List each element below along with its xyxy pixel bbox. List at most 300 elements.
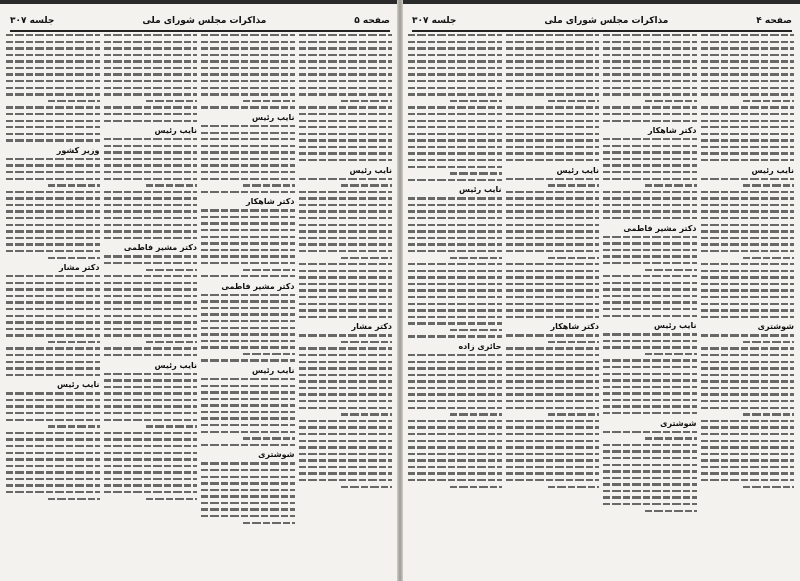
text-line	[201, 80, 295, 82]
text-line	[603, 236, 697, 238]
text-line	[6, 354, 100, 356]
text-line	[201, 469, 295, 471]
text-line	[603, 151, 697, 153]
text-line	[299, 433, 393, 435]
text-line	[701, 230, 795, 232]
text-line	[408, 243, 502, 245]
text-line	[506, 73, 600, 75]
text-line	[104, 80, 198, 82]
text-line	[743, 100, 794, 102]
text-line	[201, 73, 295, 75]
text-line	[201, 178, 295, 180]
text-line	[201, 431, 295, 433]
text-line	[201, 515, 295, 517]
text-line	[6, 445, 100, 447]
text-line	[506, 354, 600, 356]
text-line	[104, 315, 198, 317]
text-line	[201, 171, 295, 173]
text-line	[201, 236, 295, 238]
text-line	[701, 178, 795, 180]
text-line	[201, 444, 295, 446]
text-line	[201, 47, 295, 49]
text-line	[299, 178, 393, 180]
text-line	[603, 54, 697, 56]
text-line	[201, 262, 295, 264]
text-line	[104, 197, 198, 199]
text-line	[201, 398, 295, 400]
text-line	[603, 47, 697, 49]
text-line	[201, 411, 295, 413]
text-line	[299, 250, 393, 252]
text-line	[104, 145, 198, 147]
text-column	[201, 34, 295, 528]
text-line	[603, 373, 697, 375]
text-line	[104, 60, 198, 62]
text-line	[299, 139, 393, 141]
text-line	[104, 41, 198, 43]
text-line	[299, 472, 393, 474]
text-line	[408, 87, 502, 89]
text-line	[6, 438, 100, 440]
text-column	[408, 34, 502, 516]
speaker-heading: شوشتری	[660, 418, 697, 428]
text-line	[701, 426, 795, 428]
text-line	[548, 184, 599, 186]
text-line	[408, 316, 502, 318]
text-line	[603, 496, 697, 498]
text-line	[743, 257, 794, 259]
text-line	[408, 146, 502, 148]
text-line	[603, 444, 697, 446]
text-line	[408, 106, 502, 108]
text-line	[104, 204, 198, 206]
text-line	[506, 113, 600, 115]
text-line	[6, 178, 100, 180]
text-line	[603, 450, 697, 452]
text-line	[6, 392, 100, 394]
text-line	[201, 307, 295, 309]
text-line	[104, 255, 198, 257]
text-line	[645, 184, 696, 186]
text-line	[201, 495, 295, 497]
text-column	[506, 34, 600, 516]
text-line	[6, 210, 100, 212]
book-gutter	[397, 0, 403, 581]
text-line	[6, 139, 100, 141]
text-line	[299, 270, 393, 272]
text-line	[146, 184, 197, 186]
right-page	[402, 4, 800, 581]
text-line	[603, 464, 697, 466]
text-line	[104, 138, 198, 140]
text-line	[701, 433, 795, 435]
text-line	[408, 263, 502, 265]
text-line	[6, 230, 100, 232]
text-line	[146, 498, 197, 500]
text-line	[104, 237, 198, 239]
text-line	[104, 432, 198, 434]
text-line	[506, 334, 600, 336]
text-line	[299, 387, 393, 389]
text-line	[201, 378, 295, 380]
text-line	[701, 60, 795, 62]
text-line	[603, 431, 697, 433]
text-line	[506, 459, 600, 461]
text-line	[299, 146, 393, 148]
text-line	[104, 465, 198, 467]
text-line	[201, 294, 295, 296]
text-line	[104, 478, 198, 480]
text-line	[701, 54, 795, 56]
text-line	[201, 327, 295, 329]
text-line	[6, 93, 100, 95]
text-line	[104, 471, 198, 473]
text-line	[603, 399, 697, 401]
text-line	[201, 60, 295, 62]
text-line	[701, 440, 795, 442]
text-line	[6, 315, 100, 317]
text-line	[701, 459, 795, 461]
text-line	[743, 486, 794, 488]
text-line	[299, 54, 393, 56]
text-line	[201, 249, 295, 251]
text-line	[548, 413, 599, 415]
text-line	[701, 374, 795, 376]
text-line	[6, 73, 100, 75]
text-line	[6, 301, 100, 303]
publication-title: مذاکرات مجلس شورای ملی	[142, 16, 267, 26]
text-line	[701, 472, 795, 474]
text-line	[201, 242, 295, 244]
text-line	[506, 426, 600, 428]
text-line	[299, 126, 393, 128]
text-line	[6, 47, 100, 49]
text-line	[104, 164, 198, 166]
text-line	[450, 257, 501, 259]
text-line	[299, 453, 393, 455]
text-line	[506, 380, 600, 382]
text-line	[299, 407, 393, 409]
text-line	[6, 54, 100, 56]
text-line	[645, 100, 696, 102]
text-line	[6, 191, 100, 193]
text-line	[408, 41, 502, 43]
text-line	[201, 275, 295, 277]
text-line	[341, 257, 392, 259]
text-line	[104, 354, 198, 356]
text-line	[408, 152, 502, 154]
text-line	[6, 334, 100, 336]
text-line	[104, 301, 198, 303]
text-line	[104, 67, 198, 69]
text-line	[299, 133, 393, 135]
text-line	[603, 191, 697, 193]
text-line	[450, 413, 501, 415]
text-line	[603, 164, 697, 166]
text-line	[104, 106, 198, 108]
speaker-heading: نایب رئیس	[252, 366, 295, 376]
text-line	[243, 437, 294, 439]
text-line	[6, 126, 100, 128]
text-line	[104, 419, 198, 421]
text-line	[408, 73, 502, 75]
text-line	[408, 466, 502, 468]
text-line	[450, 329, 501, 331]
text-line	[408, 446, 502, 448]
text-line	[243, 353, 294, 355]
text-line	[701, 334, 795, 336]
text-line	[701, 380, 795, 382]
text-line	[603, 158, 697, 160]
text-line	[104, 438, 198, 440]
text-line	[506, 217, 600, 219]
text-line	[408, 426, 502, 428]
speaker-heading: دکتر شاهکار	[550, 322, 599, 332]
text-line	[603, 503, 697, 505]
text-line	[701, 250, 795, 252]
text-line	[701, 152, 795, 154]
text-line	[408, 472, 502, 474]
text-line	[201, 255, 295, 257]
text-line	[506, 197, 600, 199]
text-line	[701, 361, 795, 363]
text-line	[603, 255, 697, 257]
text-line	[6, 452, 100, 454]
text-line	[506, 67, 600, 69]
text-line	[201, 300, 295, 302]
session-number: جلسه ۳۰۷	[10, 16, 55, 26]
text-line	[603, 171, 697, 173]
text-line	[548, 341, 599, 343]
text-column	[6, 34, 100, 528]
text-line	[48, 498, 99, 500]
text-line	[603, 470, 697, 472]
text-line	[104, 405, 198, 407]
text-line	[701, 400, 795, 402]
text-line	[299, 446, 393, 448]
text-line	[6, 321, 100, 323]
text-line	[201, 41, 295, 43]
text-line	[645, 510, 696, 512]
text-line	[201, 67, 295, 69]
text-line	[299, 80, 393, 82]
text-line	[299, 67, 393, 69]
text-line	[603, 87, 697, 89]
text-line	[299, 283, 393, 285]
speaker-heading: نایب رئیس	[751, 165, 794, 175]
text-line	[6, 478, 100, 480]
text-line	[701, 283, 795, 285]
text-line	[701, 303, 795, 305]
speaker-heading: نایب رئیس	[349, 165, 392, 175]
text-line	[701, 217, 795, 219]
text-line	[408, 67, 502, 69]
text-line	[506, 440, 600, 442]
text-line	[603, 197, 697, 199]
text-line	[506, 224, 600, 226]
text-line	[506, 347, 600, 349]
text-line	[408, 335, 502, 337]
text-line	[408, 374, 502, 376]
text-line	[506, 250, 600, 252]
speaker-heading: نایب رئیس	[154, 360, 197, 370]
speaker-heading: دکتر مشیر فاطمی	[221, 281, 295, 291]
text-line	[506, 309, 600, 311]
text-line	[6, 471, 100, 473]
text-line	[6, 41, 100, 43]
text-line	[506, 47, 600, 49]
text-line	[146, 100, 197, 102]
text-line	[48, 341, 99, 343]
text-line	[299, 374, 393, 376]
text-line	[603, 242, 697, 244]
text-line	[408, 80, 502, 82]
text-line	[506, 191, 600, 193]
text-line	[299, 466, 393, 468]
text-line	[299, 440, 393, 442]
speaker-heading: دکتر شاهکار	[246, 197, 295, 207]
text-line	[201, 359, 295, 361]
text-line	[104, 328, 198, 330]
text-line	[104, 458, 198, 460]
text-line	[603, 477, 697, 479]
text-line	[104, 230, 198, 232]
text-line	[201, 164, 295, 166]
speaker-heading: نایب رئیس	[154, 126, 197, 136]
text-line	[450, 100, 501, 102]
text-line	[506, 479, 600, 481]
text-line	[299, 217, 393, 219]
text-line	[506, 204, 600, 206]
text-line	[48, 184, 99, 186]
text-line	[6, 224, 100, 226]
text-line	[201, 391, 295, 393]
text-line	[603, 80, 697, 82]
text-line	[701, 126, 795, 128]
text-line	[701, 106, 795, 108]
text-line	[201, 132, 295, 134]
text-line	[408, 387, 502, 389]
text-line	[104, 73, 198, 75]
text-line	[408, 197, 502, 199]
text-line	[341, 341, 392, 343]
text-line	[408, 270, 502, 272]
text-line	[450, 486, 501, 488]
text-line	[408, 393, 502, 395]
text-line	[701, 407, 795, 409]
text-line	[701, 309, 795, 311]
text-column	[299, 34, 393, 528]
text-line	[701, 270, 795, 272]
text-line	[6, 243, 100, 245]
text-line	[506, 466, 600, 468]
text-line	[6, 419, 100, 421]
speaker-heading: دکتر شاهکار	[648, 126, 697, 136]
text-line	[506, 303, 600, 305]
text-line	[201, 508, 295, 510]
text-line	[243, 522, 294, 524]
text-line	[6, 60, 100, 62]
text-line	[506, 289, 600, 291]
text-line	[6, 158, 100, 160]
text-line	[299, 361, 393, 363]
text-line	[6, 374, 100, 376]
text-line	[6, 237, 100, 239]
text-line	[299, 426, 393, 428]
text-line	[299, 204, 393, 206]
text-line	[701, 120, 795, 122]
text-line	[408, 47, 502, 49]
text-line	[341, 184, 392, 186]
text-line	[506, 387, 600, 389]
text-line	[701, 466, 795, 468]
text-line	[299, 420, 393, 422]
right-page-header	[412, 12, 792, 32]
text-line	[506, 126, 600, 128]
text-line	[408, 34, 502, 36]
text-line	[6, 405, 100, 407]
text-line	[645, 437, 696, 439]
text-line	[408, 361, 502, 363]
text-line	[299, 296, 393, 298]
text-line	[603, 93, 697, 95]
text-line	[408, 179, 502, 181]
text-line	[104, 484, 198, 486]
text-line	[6, 67, 100, 69]
text-line	[146, 341, 197, 343]
text-line	[201, 417, 295, 419]
text-line	[6, 491, 100, 493]
text-line	[299, 289, 393, 291]
text-line	[645, 353, 696, 355]
text-line	[201, 106, 295, 108]
text-line	[201, 125, 295, 127]
text-line	[201, 222, 295, 224]
text-line	[603, 412, 697, 414]
text-line	[603, 210, 697, 212]
text-line	[603, 145, 697, 147]
text-line	[299, 210, 393, 212]
text-line	[701, 34, 795, 36]
text-line	[299, 106, 393, 108]
text-line	[104, 191, 198, 193]
text-line	[506, 60, 600, 62]
text-line	[104, 282, 198, 284]
text-line	[6, 347, 100, 349]
text-column	[104, 34, 198, 528]
text-line	[341, 413, 392, 415]
text-line	[603, 366, 697, 368]
text-line	[701, 237, 795, 239]
speaker-heading: نایب رئیس	[556, 165, 599, 175]
text-line	[299, 191, 393, 193]
text-line	[701, 263, 795, 265]
text-line	[743, 184, 794, 186]
text-line	[299, 393, 393, 395]
text-line	[104, 295, 198, 297]
text-line	[299, 152, 393, 154]
publication-title: مذاکرات مجلس شورای ملی	[544, 16, 669, 26]
text-line	[603, 340, 697, 342]
text-line	[6, 164, 100, 166]
text-line	[104, 262, 198, 264]
text-line	[104, 491, 198, 493]
text-line	[701, 347, 795, 349]
text-line	[701, 133, 795, 135]
text-line	[201, 145, 295, 147]
text-line	[408, 420, 502, 422]
speaker-heading: نایب رئیس	[654, 321, 697, 331]
